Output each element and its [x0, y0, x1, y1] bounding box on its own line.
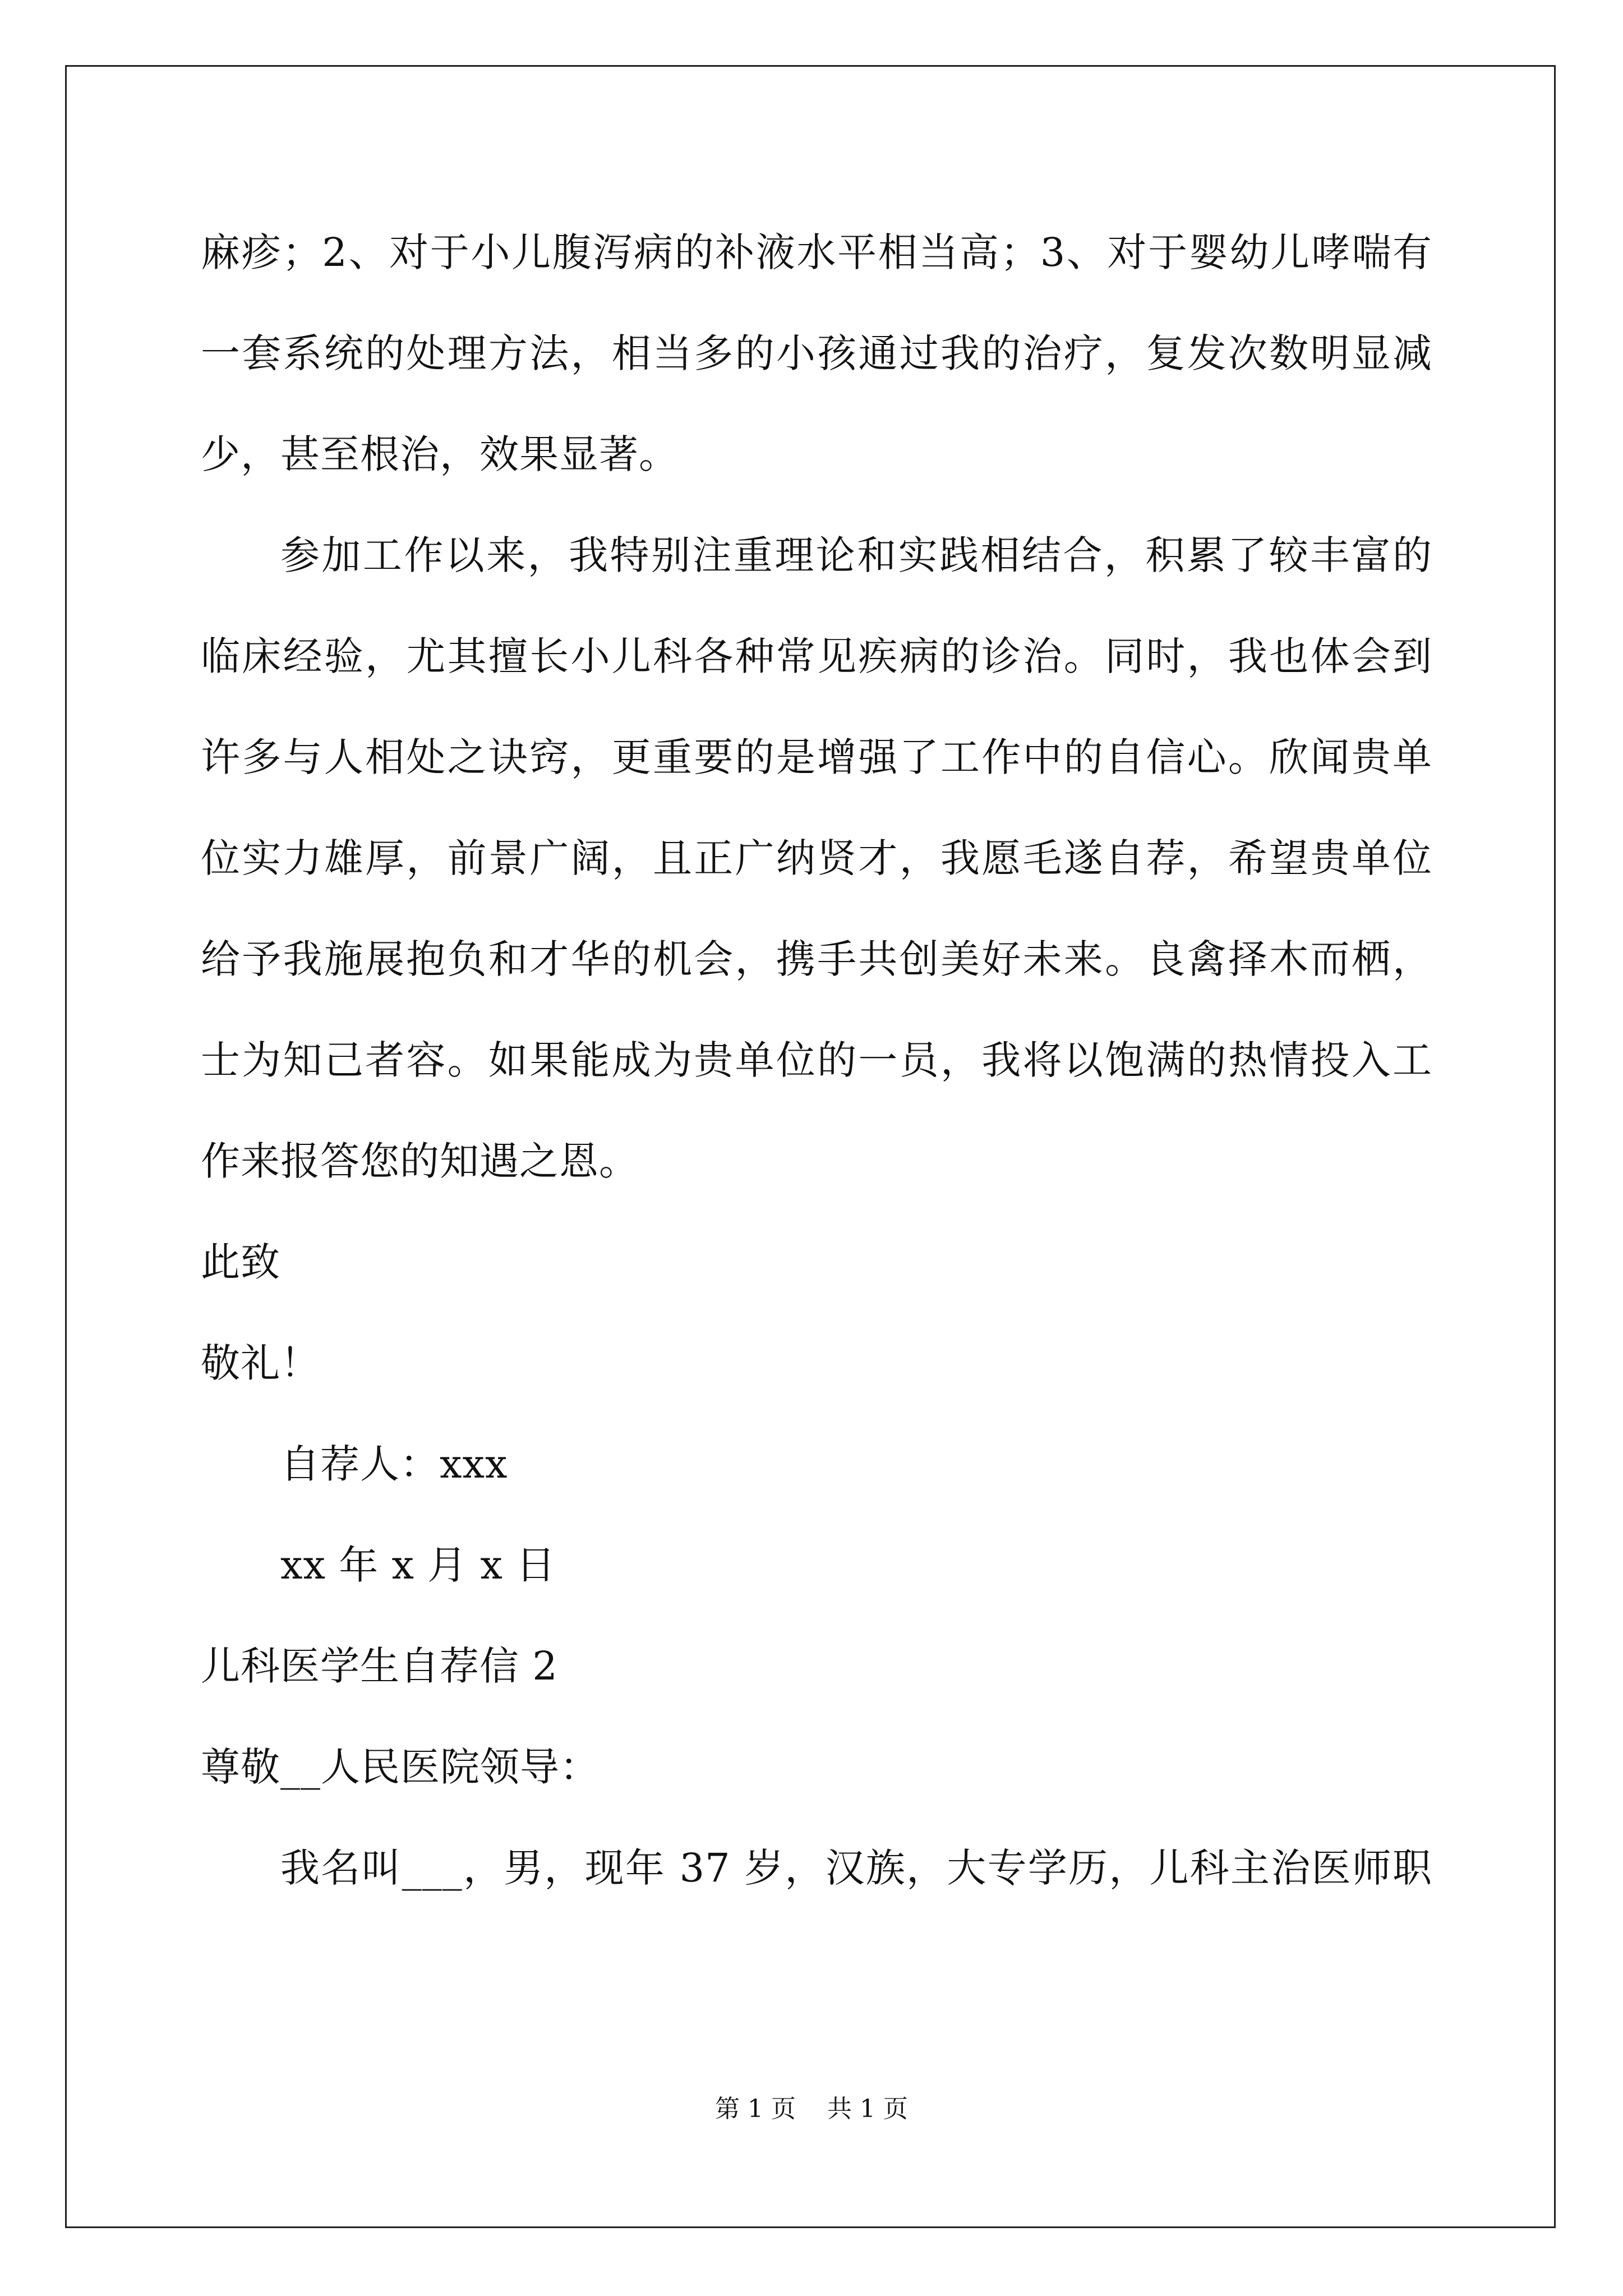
paragraph-line: 临床经验，尤其擅长小儿科各种常见疾病的诊治。同时，我也体会到 — [201, 633, 1432, 679]
paragraph-line: 作来报答您的知遇之恩。 — [201, 1138, 639, 1184]
paragraph-line: 麻疹；2、对于小儿腹泻病的补液水平相当高；3、对于婴幼儿哮喘有 — [201, 229, 1432, 275]
paragraph-line: 少，甚至根治，效果显著。 — [201, 431, 679, 477]
closing-line: 此致 — [201, 1239, 280, 1285]
section-title: 儿科医学生自荐信 2 — [201, 1643, 558, 1689]
paragraph-line: 许多与人相处之诀窍，更重要的是增强了工作中的自信心。欣闻贵单 — [201, 734, 1432, 780]
paragraph-line: 给予我施展抱负和才华的机会，携手共创美好未来。良禽择木而栖， — [201, 936, 1432, 982]
paragraph-line: 位实力雄厚，前景广阔，且正广纳贤才，我愿毛遂自荐，希望贵单位 — [201, 835, 1432, 881]
salutation: 尊敬__人民医院领导： — [201, 1744, 600, 1790]
signature: 自荐人：xxx — [280, 1441, 508, 1487]
paragraph-line: 参加工作以来，我特别注重理论和实践相结合，积累了较丰富的 — [280, 532, 1432, 578]
closing-line: 敬礼！ — [201, 1340, 320, 1386]
page-footer: 第 1 页 共 1 页 — [715, 2095, 908, 2123]
date: xx 年 x 月 x 日 — [280, 1542, 556, 1588]
paragraph-line: 我名叫___，男，现年 37 岁，汉族，大专学历，儿科主治医师职 — [280, 1845, 1432, 1891]
paragraph-line: 一套系统的处理方法，相当多的小孩通过我的治疗，复发次数明显减 — [201, 330, 1432, 376]
paragraph-line: 士为知己者容。如果能成为贵单位的一员，我将以饱满的热情投入工 — [201, 1037, 1432, 1083]
